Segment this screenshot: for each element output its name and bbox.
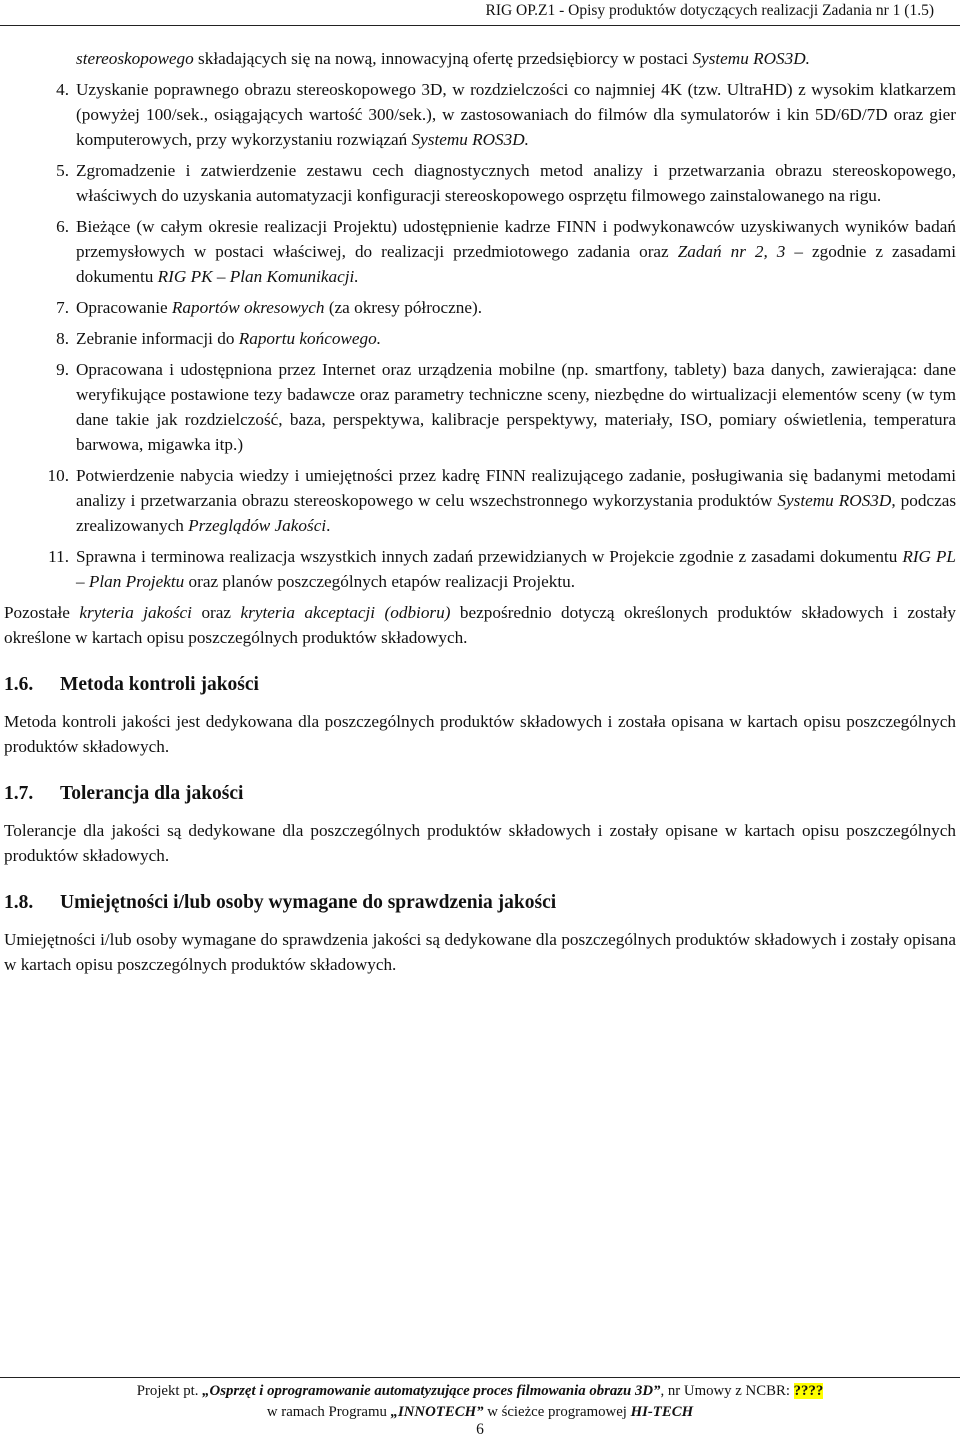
list-item: 8. Zebranie informacji do Raportu końcowego.	[4, 326, 956, 351]
contract-number-placeholder: ????	[793, 1383, 824, 1399]
list-item-number: 7.	[56, 298, 69, 317]
section-body: Metoda kontroli jakości jest dedykowana dla poszczególnych produktów składowych i została opisana w kartach opisu poszczególnych produktów składowych.	[4, 712, 956, 756]
list-item-number: 11.	[48, 547, 69, 566]
page-number: 6	[476, 1421, 484, 1438]
list-item-number: 5.	[56, 161, 69, 180]
section-title: Umiejętności i/lub osoby wymagane do sprawdzenia jakości	[60, 892, 557, 913]
section-title: Tolerancja dla jakości	[60, 783, 244, 804]
list-item: 4. Uzyskanie poprawnego obrazu stereoskopowego 3D, w rozdzielczości co najmniej 4K (tzw. UltraHD) z wysokim klatkarzem (powyżej 100/sek., osiągających wartość 300/sek.), w zastosowaniach do filmów dla symulatorów i kin 5D/6D/7D oraz gier komputerowych, przy wykorzystaniu rozwiązań Systemu ROS3D.	[4, 77, 956, 152]
list-item: 6. Bieżące (w całym okresie realizacji Projektu) udostępnienie kadrze FINN i podwykonawców uzyskiwanych wyników badań przemysłowych w postaci właściwej, do realizacji przedmiotowego zadania oraz Zadań nr 2, 3 – zgodnie z zasadami dokumentu RIG PK – Plan Komunikacji.	[4, 214, 956, 289]
footer-divider	[0, 1377, 960, 1378]
list-item-number: 6.	[56, 217, 69, 236]
list-item-number: 9.	[56, 360, 69, 379]
list-item: 9. Opracowana i udostępniona przez Internet oraz urządzenia mobilne (np. smartfony, tablety) baza danych, zawierająca: dane weryfikujące postawione tezy badawcze oraz parametry techniczne sceny, niezbędne do wirtualizacji elementów sceny (w tym dane takie jak rozdzielczość, baza, perspektywa, kalibracje perspektywy, materiały, ISO, pomiary oświetlenia, temperatura barwowa, migawka itp.)	[4, 357, 956, 457]
continued-item-text: stereoskopowego składających się na nową, innowacyjną ofertę przedsiębiorcy w postaci Systemu ROS3D.	[76, 49, 810, 68]
section-number: 1.6.	[4, 674, 34, 695]
closing-paragraph: Pozostałe kryteria jakości oraz kryteria akceptacji (odbioru) bezpośrednio dotyczą określonych produktów składowych i zostały określone w kartach opisu poszczególnych produktów składowych.	[4, 603, 957, 647]
section-heading	[4, 890, 956, 915]
footer-line-program: w ramach Programu „INNOTECH” w ścieżce programowej HI-TECH	[266, 1404, 694, 1420]
section-number: 1.7.	[4, 783, 34, 804]
section-body: Umiejętności i/lub osoby wymagane do sprawdzenia jakości są dedykowane dla poszczególnych produktów składowych i zostały opisana w kartach opisu poszczególnych produktów składowych.	[4, 930, 956, 974]
page-footer	[0, 1381, 960, 1423]
section-title: Metoda kontroli jakości	[60, 674, 259, 695]
list-item: 5. Zgromadzenie i zatwierdzenie zestawu cech diagnostycznych metod analizy i przetwarzania obrazu stereoskopowego, właściwych do uzyskania automatyzacji konfiguracji stereoskopowego osprzętu filmowego zainstalowanego na rigu.	[4, 158, 956, 208]
running-header: RIG OP.Z1 - Opisy produktów dotyczących realizacji Zadania nr 1 (1.5)	[485, 2, 934, 19]
list-item-number: 8.	[56, 329, 69, 348]
header-divider	[0, 25, 960, 26]
section-heading	[4, 781, 956, 806]
main-content	[4, 46, 956, 977]
list-item: 10. Potwierdzenie nabycia wiedzy i umiejętności przez kadrę FINN realizującego zadanie, posługiwania się badanymi metodami analizy i przetwarzania obrazu stereoskopowego w celu wszechstronnego wykorzystania produktów Systemu ROS3D, podczas zrealizowanych Przeglądów Jakości.	[4, 463, 956, 538]
section-number: 1.8.	[4, 892, 34, 913]
footer-line-project: Projekt pt. „Osprzęt i oprogramowanie automatyzujące proces filmowania obrazu 3D”, nr Umowy z NCBR: ????	[136, 1383, 824, 1399]
section-heading	[4, 672, 956, 697]
list-item: 11. Sprawna i terminowa realizacja wszystkich innych zadań przewidzianych w Projekcie zgodnie z zasadami dokumentu RIG PL – Plan Projektu oraz planów poszczególnych etapów realizacji Projektu.	[4, 544, 956, 594]
section-body: Tolerancje dla jakości są dedykowane dla poszczególnych produktów składowych i zostały opisane w kartach opisu poszczególnych produktów składowych.	[4, 821, 956, 865]
list-item-number: 10.	[47, 466, 69, 485]
list-item: 7. Opracowanie Raportów okresowych (za okresy półroczne).	[4, 295, 956, 320]
list-item-number: 4.	[56, 80, 69, 99]
